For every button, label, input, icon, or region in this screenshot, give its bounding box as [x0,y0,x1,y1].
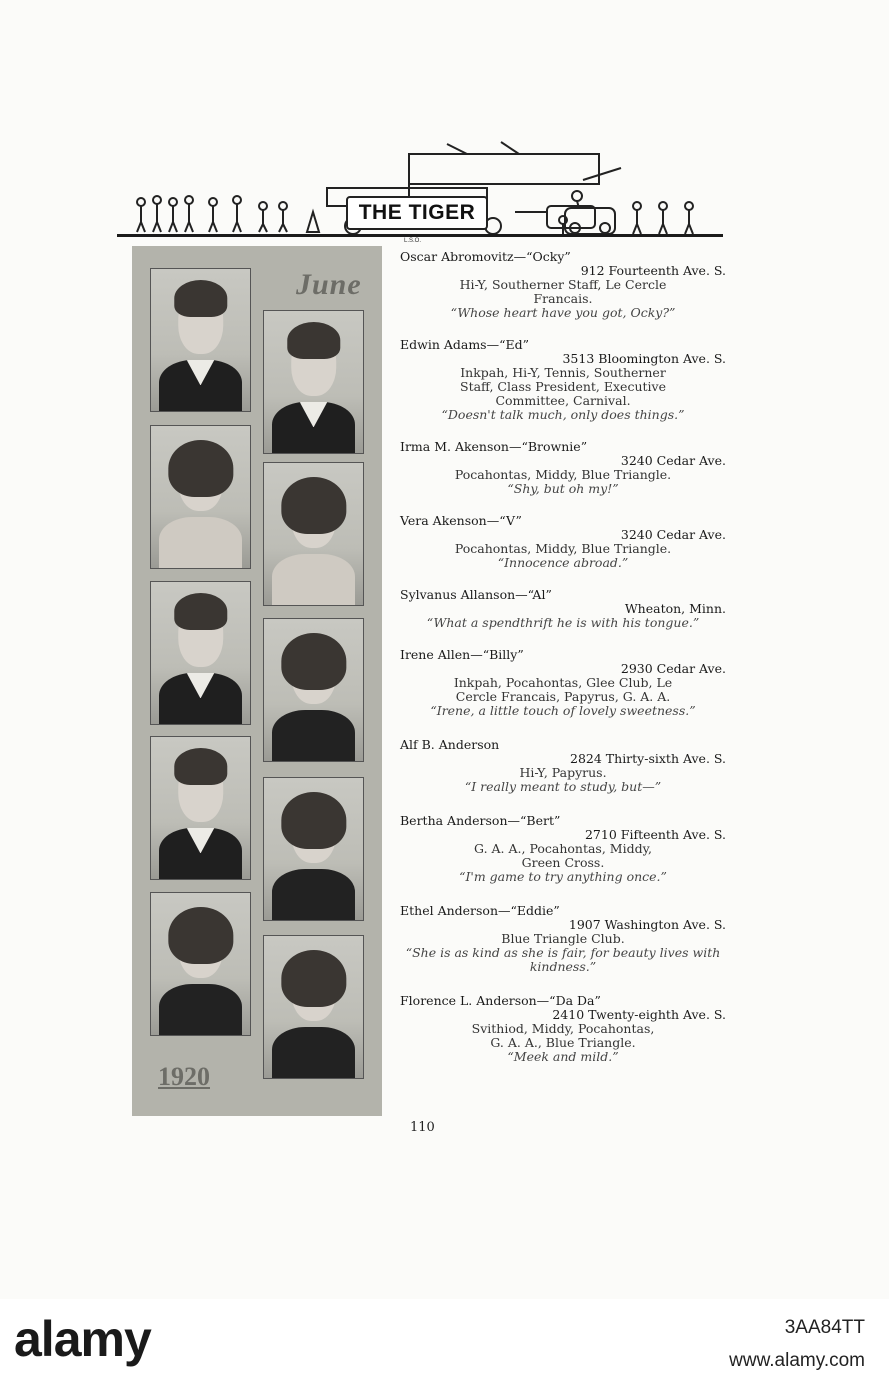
student-activities: Green Cross. [521,855,605,870]
student-address: 3240 Cedar Ave. [620,453,726,468]
student-entry [400,904,726,974]
student-name: Vera Akenson—“V” [400,513,522,528]
student-name: Bertha Anderson—“Bert” [400,813,561,828]
student-quote: “Whose heart have you got, Ocky?” [450,305,676,320]
student-activities: G. A. A., Blue Triangle. [490,1035,636,1050]
student-quote: “I'm game to try anything once.” [459,869,667,884]
portrait-irma-akenson [150,425,251,569]
student-quote: “Doesn't talk much, only does things.” [441,407,685,422]
student-address: 3513 Bloomington Ave. S. [562,351,726,366]
student-entry [400,994,726,1064]
student-quote: “Meek and mild.” [507,1049,619,1064]
student-entry [400,338,726,422]
student-quote: “Irene, a little touch of lovely sweetness.” [430,703,696,718]
student-activities: Blue Triangle Club. [501,931,625,946]
portrait-bertha-anderson [263,777,364,921]
student-activities: Inkpah, Hi-Y, Tennis, Southerner [460,365,666,380]
student-name: Ethel Anderson—“Eddie” [400,903,560,918]
student-activities: Cercle Francais, Papyrus, G. A. A. [455,689,671,704]
student-address: Wheaton, Minn. [624,601,726,616]
student-activities: Staff, Class President, Executive [460,379,666,394]
student-activities: Committee, Carnival. [495,393,631,408]
banner-title: THE TIGER [346,196,488,230]
student-entries [400,250,726,1064]
student-entry [400,250,726,320]
student-address: 912 Fourteenth Ave. S. [580,263,726,278]
student-quote: “What a spendthrift he is with his tongue.” [426,615,700,630]
student-name: Oscar Abromovitz—“Ocky” [400,249,571,264]
student-entry [400,648,726,718]
artist-signature: L.S.O. [404,238,422,244]
student-address: 1907 Washington Ave. S. [568,917,726,932]
site-link[interactable]: www.alamy.com [729,1350,865,1371]
panel-month: June [296,268,362,301]
student-activities: Hi-Y, Southerner Staff, Le Cercle [459,277,667,292]
student-entry [400,738,726,794]
student-address: 2710 Fifteenth Ave. S. [584,827,726,842]
banner-rule [117,234,723,237]
student-activities: G. A. A., Pocahontas, Middy, [474,841,652,856]
student-activities: Inkpah, Pocahontas, Glee Club, Le [453,675,673,690]
student-name: Alf B. Anderson [400,737,500,752]
student-name: Irma M. Akenson—“Brownie” [400,439,588,454]
student-quote: “Shy, but oh my!” [507,481,619,496]
portrait-sylvanus-allanson [150,581,251,725]
portrait-edwin-adams [263,310,364,454]
portrait-oscar-abromovitz [150,268,251,412]
portrait-florence-anderson [263,935,364,1079]
student-quote: “I really meant to study, but—” [464,779,662,794]
student-activities: Pocahontas, Middy, Blue Triangle. [454,467,672,482]
student-activities: Pocahontas, Middy, Blue Triangle. [454,541,672,556]
student-name: Irene Allen—“Billy” [400,647,524,662]
student-name: Sylvanus Allanson—“Al” [400,587,552,602]
student-quote: “She is as kind as she is fair, for beauty lives with kindness.” [405,945,721,974]
student-address: 3240 Cedar Ave. [620,527,726,542]
student-activities: Francais. [533,291,593,306]
portrait-ethel-anderson [150,892,251,1036]
student-entry [400,814,726,884]
student-name: Edwin Adams—“Ed” [400,337,530,352]
portrait-alf-anderson [150,736,251,880]
student-activities: Svithiod, Middy, Pocahontas, [471,1021,655,1036]
brand-logo[interactable]: alamy [14,1311,151,1367]
portrait-vera-akenson [263,462,364,606]
student-address: 2930 Cedar Ave. [620,661,726,676]
student-entry [400,588,726,630]
portrait-irene-allen [263,618,364,762]
student-address: 2824 Thirty-sixth Ave. S. [570,751,726,766]
student-entry [400,514,726,570]
image-id: 3AA84TT [784,1317,865,1338]
page-number: 110 [410,1120,435,1135]
student-name: Florence L. Anderson—“Da Da” [400,993,601,1008]
student-address: 2410 Twenty-eighth Ave. S. [552,1007,726,1022]
student-activities: Hi-Y, Papyrus. [519,765,607,780]
student-quote: “Innocence abroad.” [497,555,629,570]
panel-year: 1920 [158,1062,210,1091]
student-entry [400,440,726,496]
